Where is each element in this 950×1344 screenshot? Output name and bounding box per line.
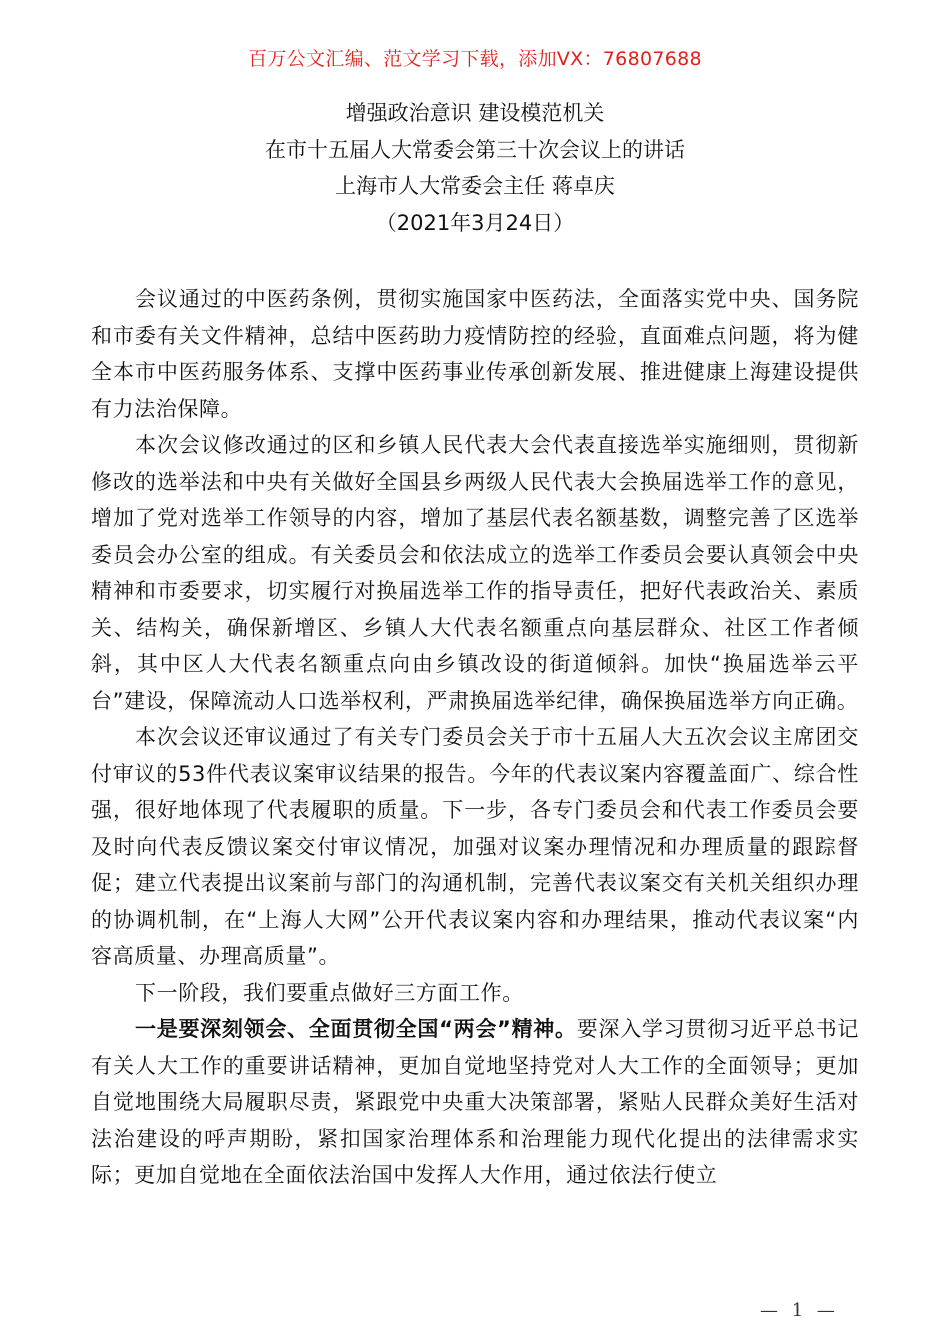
document-header bbox=[0, 95, 950, 241]
paragraph bbox=[91, 281, 859, 427]
document-body bbox=[91, 281, 859, 1194]
paragraph bbox=[91, 719, 859, 975]
paragraph bbox=[91, 1011, 859, 1194]
paragraph-text: 本次会议修改通过的区和乡镇人民代表大会代表直接选举实施细则，贯彻新修改的选举法和中央有关做好全国县乡两级人民代表大会换届选举工作的意见，增加了党对选举工作领导的内容，增加了基层代表名额基数，调整完善了区选举委员会办公室的组成。有关委员会和依法成立的选举工作委员会要认真领会中央精神和市委要求，切实履行对换届选举工作的指导责任，把好代表政治关、素质关、结构关，确保新增区、乡镇人大代表名额重点向基层群众、社区工作者倾斜，其中区人大代表名额重点向由乡镇改设的街道倾斜。加快“换届选举云平台”建设，保障流动人口选举权利，严肃换届选举纪律，确保换届选举方向正确。 bbox=[91, 433, 859, 713]
page-number: — 1 — bbox=[760, 1300, 839, 1321]
paragraph bbox=[91, 975, 859, 1012]
watermark-banner: 百万公文汇编、范文学习下载，添加VX：76807688 bbox=[248, 48, 702, 70]
paragraph-text: 会议通过的中医药条例，贯彻实施国家中医药法，全面落实党中央、国务院和市委有关文件精神，总结中医药助力疫情防控的经验，直面难点问题，将为健全本市中医药服务体系、支撑中医药事业传承创新发展、推进健康上海建设提供有力法治保障。 bbox=[91, 287, 859, 421]
paragraph bbox=[91, 427, 859, 719]
paragraph-text: 下一阶段，我们要重点做好三方面工作。 bbox=[135, 980, 524, 1005]
speaker-line: 上海市人大常委会主任 蒋卓庆 bbox=[335, 174, 615, 198]
document-subtitle: 在市十五届人大常委会第三十次会议上的讲话 bbox=[265, 137, 685, 162]
paragraph-text: 要深入学习贯彻习近平总书记有关人大工作的重要讲话精神，更加自觉地坚持党对人大工作的全面领导；更加自觉地围绕大局履职尽责，紧跟党中央重大决策部署，紧贴人民群众美好生活对法治建设的呼声期盼，紧扣国家治理体系和治理能力现代化提出的法律需求实际；更加自觉地在全面依法治国中发挥人大作用，通过依法行使立 bbox=[91, 1017, 859, 1187]
speech-date: （2021年3月24日） bbox=[375, 210, 575, 235]
document-title: 增强政治意识 建设模范机关 bbox=[345, 101, 605, 125]
paragraph-heading: 一是要深刻领会、全面贯彻全国“两会”精神。 bbox=[135, 1017, 577, 1041]
paragraph-text: 本次会议还审议通过了有关专门委员会关于市十五届人大五次会议主席团交付审议的53件代表议案审议结果的报告。今年的代表议案内容覆盖面广、综合性强，很好地体现了代表履职的质量。下一步，各专门委员会和代表工作委员会要及时向代表反馈议案交付审议情况，加强对议案办理情况和办理质量的跟踪督促；建立代表提出议案前与部门的沟通机制，完善代表议案交有关机关组织办理的协调机制，在“上海人大网”公开代表议案内容和办理结果，推动代表议案“内容高质量、办理高质量”。 bbox=[91, 725, 859, 968]
